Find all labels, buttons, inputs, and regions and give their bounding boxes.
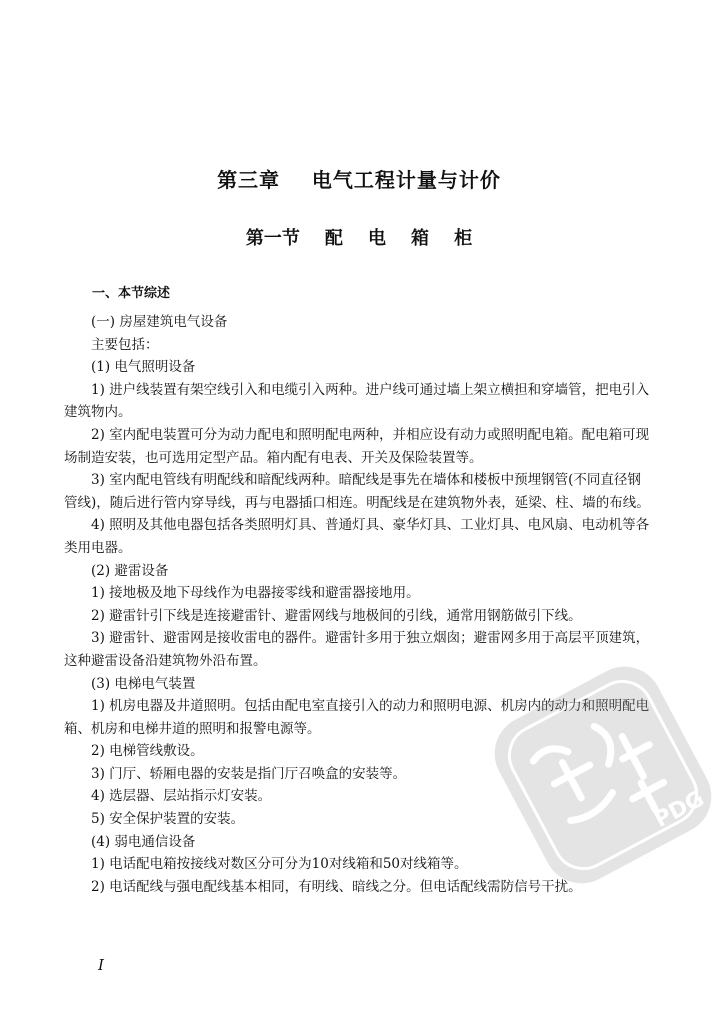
paragraph: 2) 电梯管线敷设。 <box>91 743 204 760</box>
paragraph: (1) 电气照明设备 <box>91 359 196 376</box>
paragraph: (2) 避雷设备 <box>91 562 169 579</box>
seal-watermark-icon <box>478 650 718 900</box>
paragraph: 3) 室内配电管线有明配线和暗配线两种。暗配线是事先在墙体和楼板中预埋钢管(不同直径钢管线)，随后进行管内穿导线，再与电器插口相连。明配线是在建筑物外表，延梁、柱、墙的布线。 <box>64 472 650 511</box>
paragraph: 4) 选层器、层站指示灯安装。 <box>91 788 272 805</box>
paragraph: (3) 电梯电气装置 <box>91 675 196 692</box>
paragraph: 1) 进户线装置有架空线引入和电缆引入两种。进户线可通过墙上架立横担和穿墙管，把电引入建筑物内。 <box>64 381 650 421</box>
paragraph: 4) 照明及其他电器包括各类照明灯具、普通灯具、豪华灯具、工业灯具、电风扇、电动机等各类用电器。 <box>64 517 650 556</box>
paragraph: 1) 机房电器及井道照明。包括由配电室直接引入的动力和照明电源、机房内的动力和照明配电箱、机房和电梯井道的照明和报警电源等。 <box>64 698 650 737</box>
paragraph: 3) 避雷针、避雷网是接收雷电的器件。避雷针多用于独立烟囱；避雷网多用于高层平顶建筑，这种避雷设备沿建筑物外沿布置。 <box>64 630 650 669</box>
page-number: I <box>98 956 104 974</box>
heading-overview: 一、本节综述 <box>92 286 171 301</box>
paragraph: 1) 接地极及地下母线作为电器接零线和避雷器接地用。 <box>91 585 420 602</box>
paragraph: 1) 电话配电箱按接线对数区分可分为10对线箱和50对线箱等。 <box>91 856 468 873</box>
paragraph: (4) 弱电通信设备 <box>91 833 196 850</box>
chapter-title: 第三章 电气工程计量与计价 <box>217 168 501 192</box>
paragraph: 2) 避雷针引下线是连接避雷针、避雷网线与地极间的引线，通常用钢筋做引下线。 <box>91 607 582 624</box>
paragraph: (一) 房屋建筑电气设备 <box>91 314 228 330</box>
paragraph: 5) 安全保护装置的安装。 <box>91 811 245 828</box>
paragraph: 主要包括： <box>91 336 159 353</box>
watermark-text: PDG <box>650 786 709 834</box>
paragraph: 2) 室内配电装置可分为动力配电和照明配电两种，并相应设有动力或照明配电箱。配电箱可现场制造安装，也可选用定型产品。箱内配有电表、开关及保险装置等。 <box>64 426 650 466</box>
section-title: 第一节 配 电 箱 柜 <box>245 228 473 249</box>
paragraph: 3) 门厅、轿厢电器的安装是指门厅召唤盒的安装等。 <box>91 765 407 782</box>
paragraph: 2) 电话配线与强电配线基本相同，有明线、暗线之分。但电话配线需防信号干扰。 <box>91 878 582 895</box>
